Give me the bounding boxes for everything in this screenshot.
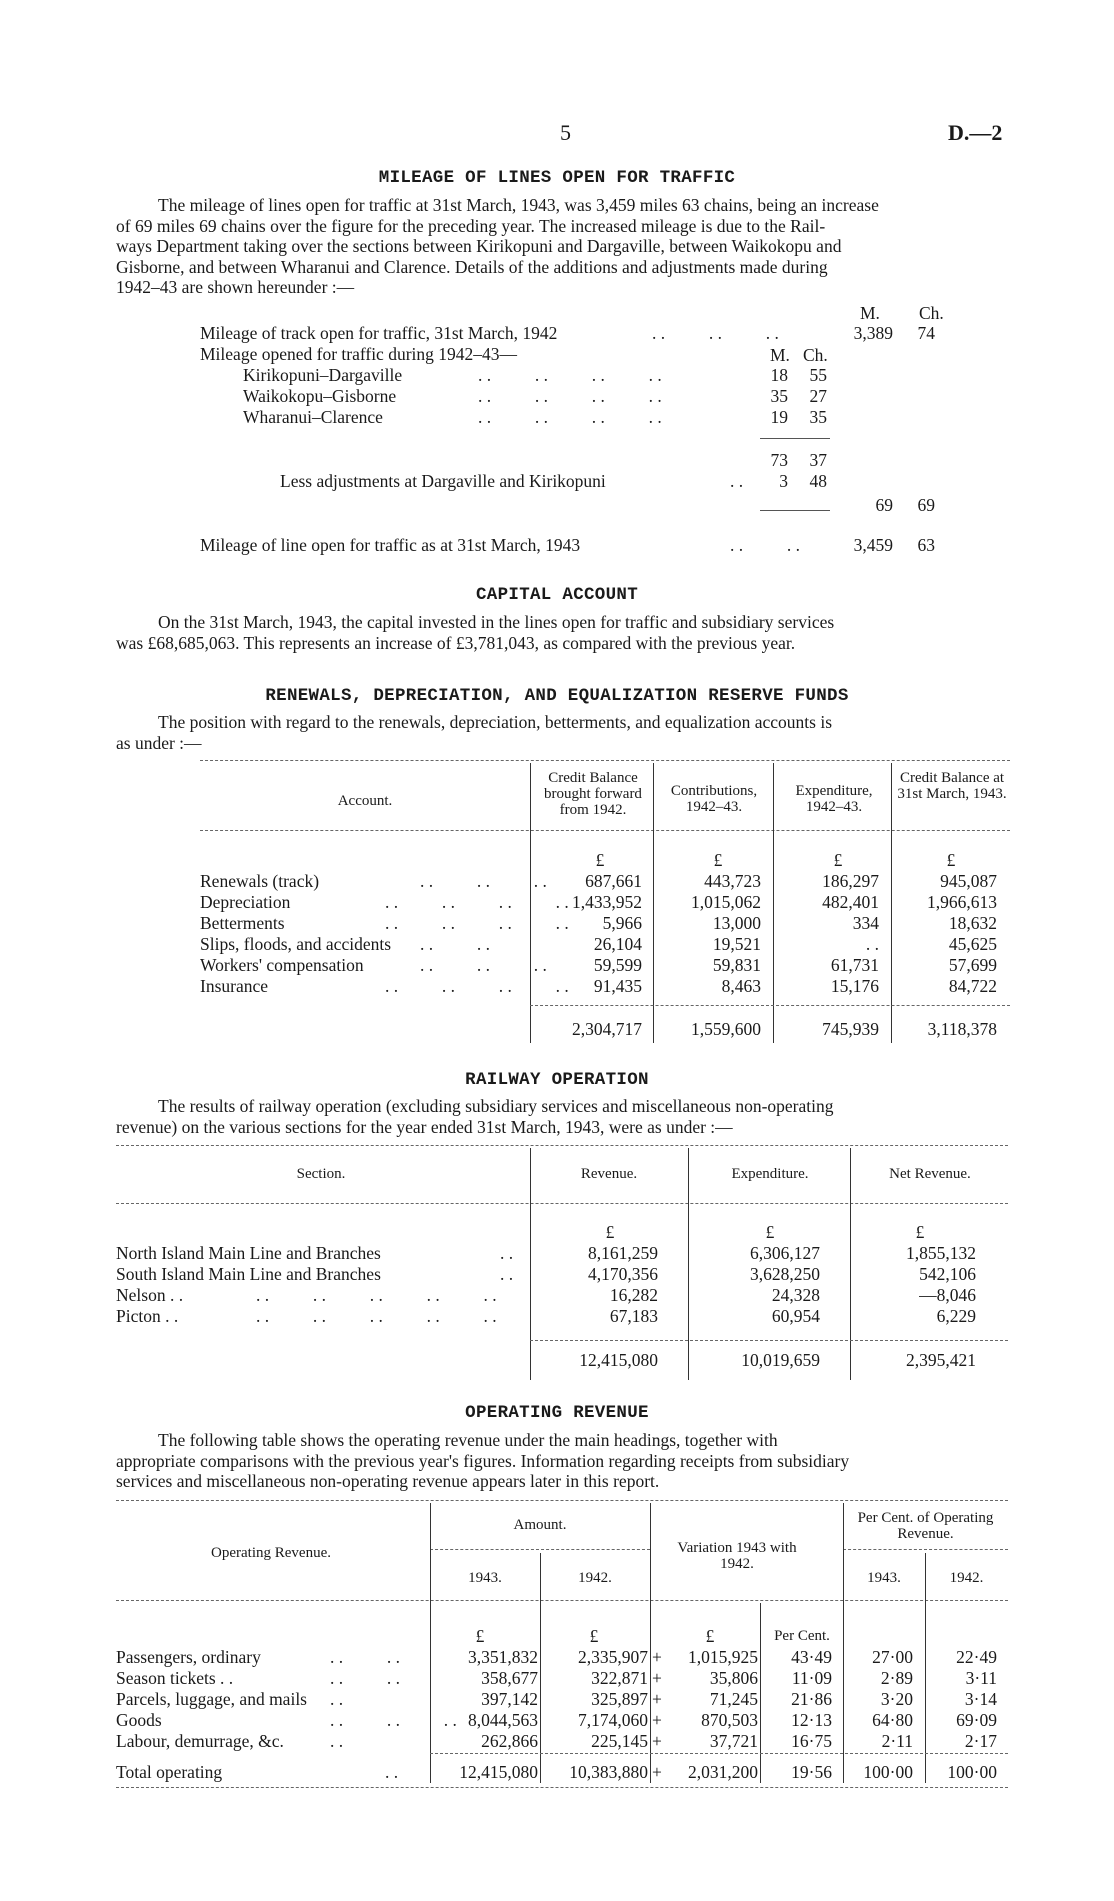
renewals-total-expend: 745,939 xyxy=(822,1019,879,1039)
renewals-dots: . . . . . . . . xyxy=(385,913,569,933)
renewals-header-expend: Expenditure, 1942–43. xyxy=(795,783,873,815)
renewals-dots: . . . . . . . . xyxy=(385,892,569,912)
mileage-final-m: 3,459 xyxy=(853,535,893,555)
operating-percent-1942: 2·17 xyxy=(964,1731,997,1751)
railway-total-net: 2,395,421 xyxy=(906,1350,976,1370)
section-dots: . . . . . . . . xyxy=(478,407,662,427)
operating-variation-sign: + xyxy=(652,1731,662,1751)
operating-percent-1943: 2·11 xyxy=(881,1731,913,1751)
mileage-title: MILEAGE OF LINES OPEN FOR TRAFFIC xyxy=(378,168,736,188)
railway-dots: . . . . . . . . . . xyxy=(256,1285,497,1305)
operating-dots: . . xyxy=(330,1731,344,1751)
section-m: 35 xyxy=(770,386,788,406)
railway-net: 6,229 xyxy=(936,1306,976,1326)
renewals-credit: 45,625 xyxy=(948,934,997,954)
operating-name: Goods xyxy=(116,1710,162,1730)
renewals-credit: 1,966,613 xyxy=(927,892,997,912)
operating-variation-percent: 12·13 xyxy=(791,1710,832,1730)
capital-paragraph xyxy=(116,612,1008,653)
operating-para-line: appropriate comparisons with the previous year's figures. Information regarding receipts from subsidiary xyxy=(116,1450,850,1471)
operating-1943: 3,351,832 xyxy=(468,1647,538,1667)
renewals-contrib: 443,723 xyxy=(704,871,761,891)
railway-header-expenditure: Expenditure. xyxy=(731,1166,809,1182)
renewals-expend: . . xyxy=(865,934,879,954)
operating-1943: 262,866 xyxy=(481,1731,538,1751)
operating-percent-rule xyxy=(843,1549,1008,1550)
mileage-less-dots: . . xyxy=(730,471,744,491)
operating-variation-sign: + xyxy=(652,1689,662,1709)
operating-paragraph xyxy=(116,1430,1008,1492)
renewals-total-credit: 3,118,378 xyxy=(927,1019,997,1039)
operating-title: OPERATING REVENUE xyxy=(465,1403,649,1423)
renewals-brought: 91,435 xyxy=(593,976,642,996)
railway-expenditure: 6,306,127 xyxy=(750,1243,820,1263)
operating-header-1942: 1942. xyxy=(578,1570,612,1586)
operating-dots: . . xyxy=(330,1689,344,1709)
railway-total-rule xyxy=(530,1340,1008,1341)
renewals-para-line: The position with regard to the renewals, depreciation, betterments, and equalization accounts is xyxy=(158,712,833,732)
operating-1943: 358,677 xyxy=(481,1668,538,1688)
railway-revenue: 4,170,356 xyxy=(588,1264,658,1284)
renewals-contrib: 19,521 xyxy=(712,934,761,954)
operating-total-rule xyxy=(430,1753,1008,1754)
operating-percent-1942: 100·00 xyxy=(947,1762,997,1782)
operating-variation: 35,806 xyxy=(709,1668,758,1688)
operating-header-rule xyxy=(116,1600,1008,1601)
operating-name: Labour, demurrage, &c. xyxy=(116,1731,284,1751)
capital-para-line: was £68,685,063. This represents an increase of £3,781,043, as compared with the previous year. xyxy=(116,632,796,653)
operating-percent-1943: 64·80 xyxy=(872,1710,913,1730)
railway-para-line: revenue) on the various sections for the year ended 31st March, 1943, were as under :— xyxy=(116,1116,733,1137)
mileage-less-m: 3 xyxy=(779,471,788,491)
operating-name: Passengers, ordinary xyxy=(116,1647,261,1667)
renewals-contrib: 59,831 xyxy=(712,955,761,975)
operating-variation-percent: 43·49 xyxy=(791,1647,832,1667)
railway-revenue: 67,183 xyxy=(609,1306,658,1326)
operating-1943: 8,044,563 xyxy=(468,1710,538,1730)
railway-total-revenue: 12,415,080 xyxy=(579,1350,658,1370)
operating-percent-1943: 3·20 xyxy=(880,1689,913,1709)
renewals-para-line: as under :— xyxy=(116,732,202,753)
mileage-sub-m: M. xyxy=(770,345,790,365)
railway-net: 1,855,132 xyxy=(906,1243,976,1263)
renewals-account-name: Workers' compensation xyxy=(200,955,364,975)
renewals-header-contrib: Contributions, 1942–43. xyxy=(670,783,758,815)
operating-dots: . . . . . . xyxy=(330,1710,457,1730)
renewals-currency: £ xyxy=(946,850,956,870)
operating-name: Parcels, luggage, and mails xyxy=(116,1689,307,1709)
operating-name: Total operating xyxy=(116,1762,223,1782)
mileage-col-ch: Ch. xyxy=(919,303,944,323)
renewals-account-name: Renewals (track) xyxy=(200,871,320,891)
operating-header-p1943: 1943. xyxy=(867,1570,901,1586)
railway-dots: . . xyxy=(500,1264,514,1284)
operating-currency: £ xyxy=(705,1626,715,1646)
operating-1942: 225,145 xyxy=(591,1731,648,1751)
renewals-dots: . . . . . . xyxy=(420,871,547,891)
railway-expenditure: 60,954 xyxy=(771,1306,820,1326)
operating-1942: 322,871 xyxy=(591,1668,648,1688)
renewals-top-rule xyxy=(200,760,1010,761)
renewals-brought: 1,433,952 xyxy=(572,892,642,912)
renewals-total-contrib: 1,559,600 xyxy=(691,1019,761,1039)
operating-header-revenue: Operating Revenue. xyxy=(211,1545,331,1561)
operating-variation-percent: 16·75 xyxy=(791,1731,832,1751)
operating-1942: 7,174,060 xyxy=(578,1710,648,1730)
railway-section-name: Nelson . . xyxy=(116,1285,184,1305)
renewals-expend: 186,297 xyxy=(822,871,879,891)
mileage-para-line: 1942–43 are shown hereunder :— xyxy=(116,277,355,297)
railway-currency: £ xyxy=(915,1222,925,1242)
renewals-account-name: Betterments xyxy=(200,913,285,933)
document-reference: D.—2 xyxy=(948,120,1003,145)
mileage-less-ch: 48 xyxy=(809,471,827,491)
mileage-final-ch: 63 xyxy=(917,535,935,555)
operating-variation-percent: 19·56 xyxy=(791,1762,832,1782)
operating-variation: 1,015,925 xyxy=(688,1647,758,1667)
railway-title: RAILWAY OPERATION xyxy=(465,1070,649,1090)
mileage-para-line: Gisborne, and between Wharanui and Clarence. Details of the additions and adjustments made during xyxy=(116,256,828,277)
section-name: Kirikopuni–Dargaville xyxy=(243,365,403,385)
renewals-currency: £ xyxy=(595,850,605,870)
operating-top-rule xyxy=(116,1500,1008,1501)
railway-section-name: North Island Main Line and Branches xyxy=(116,1243,381,1263)
mileage-paragraph xyxy=(116,195,1008,298)
operating-header-1943: 1943. xyxy=(468,1570,502,1586)
renewals-credit: 18,632 xyxy=(948,913,997,933)
operating-variation-sign: + xyxy=(652,1762,662,1782)
renewals-expend: 61,731 xyxy=(830,955,879,975)
operating-header-amount: Amount. xyxy=(513,1517,567,1533)
operating-percent-1943: 2·89 xyxy=(880,1668,913,1688)
railway-top-rule xyxy=(116,1145,1008,1146)
renewals-header-rule xyxy=(200,830,1010,831)
renewals-expend: 15,176 xyxy=(830,976,879,996)
mileage-track-dots: . . . . . . xyxy=(652,323,779,343)
mileage-less-rule xyxy=(760,510,830,511)
renewals-header-brought: Credit Balance brought forward from 1942. xyxy=(544,770,642,818)
operating-variation-percent: 21·86 xyxy=(791,1689,832,1709)
mileage-para-line: ways Department taking over the sections between Kirikopuni and Dargaville, between Waikokopu and xyxy=(116,236,842,256)
section-name: Wharanui–Clarence xyxy=(243,407,383,427)
renewals-currency: £ xyxy=(833,850,843,870)
railway-header-net: Net Revenue. xyxy=(889,1166,971,1182)
renewals-credit: 945,087 xyxy=(940,871,997,891)
operating-para-line: The following table shows the operating revenue under the main headings, together with xyxy=(158,1430,778,1450)
operating-1942: 2,335,907 xyxy=(578,1647,648,1667)
operating-percent-1942: 69·09 xyxy=(956,1710,997,1730)
railway-section-name: South Island Main Line and Branches xyxy=(116,1264,381,1284)
operating-dots: . . . . xyxy=(330,1668,400,1688)
renewals-credit: 57,699 xyxy=(948,955,997,975)
railway-net: 542,106 xyxy=(919,1264,976,1284)
operating-variation: 870,503 xyxy=(701,1710,758,1730)
operating-variation-sign: + xyxy=(652,1710,662,1730)
renewals-total-rule xyxy=(530,1005,1010,1006)
railway-paragraph xyxy=(116,1096,1008,1137)
operating-per-cent-label: Per Cent. xyxy=(774,1628,830,1644)
operating-1943: 12,415,080 xyxy=(459,1762,538,1782)
renewals-contrib: 13,000 xyxy=(712,913,761,933)
operating-variation-sign: + xyxy=(652,1647,662,1667)
railway-header-rule xyxy=(116,1203,1008,1204)
railway-currency: £ xyxy=(605,1222,615,1242)
railway-header-section: Section. xyxy=(296,1166,346,1182)
renewals-dots: . . . . xyxy=(420,934,490,954)
mileage-sub-ch: Ch. xyxy=(803,345,828,365)
mileage-track-m: 3,389 xyxy=(853,323,893,343)
mileage-subtotal-rule xyxy=(760,438,830,439)
renewals-credit: 84,722 xyxy=(948,976,997,996)
renewals-account-name: Insurance xyxy=(200,976,269,996)
operating-percent-1943: 27·00 xyxy=(872,1647,913,1667)
renewals-account-name: Slips, floods, and accidents xyxy=(200,934,392,954)
operating-amount-rule xyxy=(430,1549,650,1550)
operating-1942: 10,383,880 xyxy=(569,1762,648,1782)
renewals-brought: 5,966 xyxy=(602,913,642,933)
renewals-currency: £ xyxy=(713,850,723,870)
renewals-header-credit: Credit Balance at 31st March, 1943. xyxy=(897,770,1007,802)
mileage-final-dots: . . . . xyxy=(730,535,800,555)
capital-title: CAPITAL ACCOUNT xyxy=(475,585,639,605)
section-ch: 27 xyxy=(809,386,827,406)
section-dots: . . . . . . . . xyxy=(478,386,662,406)
operating-bottom-rule xyxy=(116,1787,1008,1788)
renewals-expend: 334 xyxy=(852,913,879,933)
railway-dots: . . xyxy=(500,1243,514,1263)
operating-variation: 37,721 xyxy=(709,1731,758,1751)
renewals-contrib: 1,015,062 xyxy=(691,892,761,912)
operating-dots: . . xyxy=(385,1762,399,1782)
mileage-track-ch: 74 xyxy=(917,323,935,343)
renewals-title: RENEWALS, DEPRECIATION, AND EQUALIZATION RESERVE FUNDS xyxy=(265,686,849,706)
section-dots: . . . . . . . . xyxy=(478,365,662,385)
renewals-expend: 482,401 xyxy=(822,892,879,912)
renewals-brought: 59,599 xyxy=(593,955,642,975)
operating-currency: £ xyxy=(475,1626,485,1646)
mileage-opened-label: Mileage opened for traffic during 1942–43— xyxy=(200,344,518,364)
section-ch: 35 xyxy=(809,407,827,427)
section-m: 18 xyxy=(770,365,788,385)
operating-percent-1942: 22·49 xyxy=(956,1647,997,1667)
mileage-final-label: Mileage of line open for traffic as at 31st March, 1943 xyxy=(200,535,581,555)
operating-header-percent: Per Cent. of Operating Revenue. xyxy=(857,1510,994,1542)
railway-expenditure: 24,328 xyxy=(771,1285,820,1305)
mileage-subtotal-m: 73 xyxy=(770,450,788,470)
mileage-para-line: of 69 miles 69 chains over the figure for the preceding year. The increased mileage is due to the Rail- xyxy=(116,215,826,236)
renewals-dots: . . . . . . xyxy=(420,955,547,975)
operating-percent-1942: 3·11 xyxy=(965,1668,997,1688)
renewals-account-name: Depreciation xyxy=(200,892,291,912)
operating-currency: £ xyxy=(589,1626,599,1646)
operating-variation: 71,245 xyxy=(709,1689,758,1709)
operating-header-p1942: 1942. xyxy=(949,1570,984,1586)
mileage-track-label: Mileage of track open for traffic, 31st March, 1942 xyxy=(200,323,558,343)
railway-total-expenditure: 10,019,659 xyxy=(741,1350,820,1370)
operating-header-variation: Variation 1943 with 1942. xyxy=(677,1540,797,1572)
operating-1942: 325,897 xyxy=(591,1689,648,1709)
renewals-total-brought: 2,304,717 xyxy=(572,1019,642,1039)
section-ch: 55 xyxy=(809,365,827,385)
railway-revenue: 16,282 xyxy=(609,1285,658,1305)
mileage-net-ch: 69 xyxy=(917,495,935,515)
operating-para-line: services and miscellaneous non-operating revenue appears later in this report. xyxy=(116,1471,660,1491)
mileage-less-label: Less adjustments at Dargaville and Kirikopuni xyxy=(280,471,606,491)
section-name: Waikokopu–Gisborne xyxy=(243,386,397,406)
railway-expenditure: 3,628,250 xyxy=(750,1264,820,1284)
page-number: 5 xyxy=(560,120,571,145)
mileage-para-line: The mileage of lines open for traffic at 31st March, 1943, was 3,459 miles 63 chains, being an increase xyxy=(158,195,879,215)
operating-variation-sign: + xyxy=(652,1668,662,1688)
renewals-contrib: 8,463 xyxy=(721,976,761,996)
operating-1943: 397,142 xyxy=(481,1689,538,1709)
renewals-brought: 26,104 xyxy=(593,934,642,954)
mileage-net-m: 69 xyxy=(875,495,893,515)
operating-name: Season tickets . . xyxy=(116,1668,234,1688)
renewals-paragraph xyxy=(116,712,1008,753)
operating-variation: 2,031,200 xyxy=(688,1762,758,1782)
renewals-brought: 687,661 xyxy=(585,871,642,891)
mileage-col-m: M. xyxy=(860,303,880,323)
railway-revenue: 8,161,259 xyxy=(588,1243,658,1263)
railway-para-line: The results of railway operation (excluding subsidiary services and miscellaneous non-operating xyxy=(158,1096,834,1116)
railway-section-name: Picton . . xyxy=(116,1306,179,1326)
operating-percent-1942: 3·14 xyxy=(964,1689,997,1709)
section-m: 19 xyxy=(770,407,788,427)
operating-percent-1943: 100·00 xyxy=(863,1762,913,1782)
railway-dots: . . . . . . . . . . xyxy=(256,1306,497,1326)
renewals-header-account: Account. xyxy=(337,793,393,809)
mileage-subtotal-ch: 37 xyxy=(809,450,827,470)
operating-col-divider xyxy=(650,1503,651,1783)
operating-dots: . . . . xyxy=(330,1647,400,1667)
railway-currency: £ xyxy=(765,1222,775,1242)
railway-header-revenue: Revenue. xyxy=(580,1166,638,1182)
renewals-dots: . . . . . . . . xyxy=(385,976,569,996)
operating-variation-percent: 11·09 xyxy=(791,1668,832,1688)
capital-para-line: On the 31st March, 1943, the capital invested in the lines open for traffic and subsidiary services xyxy=(158,612,835,632)
railway-net: —8,046 xyxy=(919,1285,976,1305)
